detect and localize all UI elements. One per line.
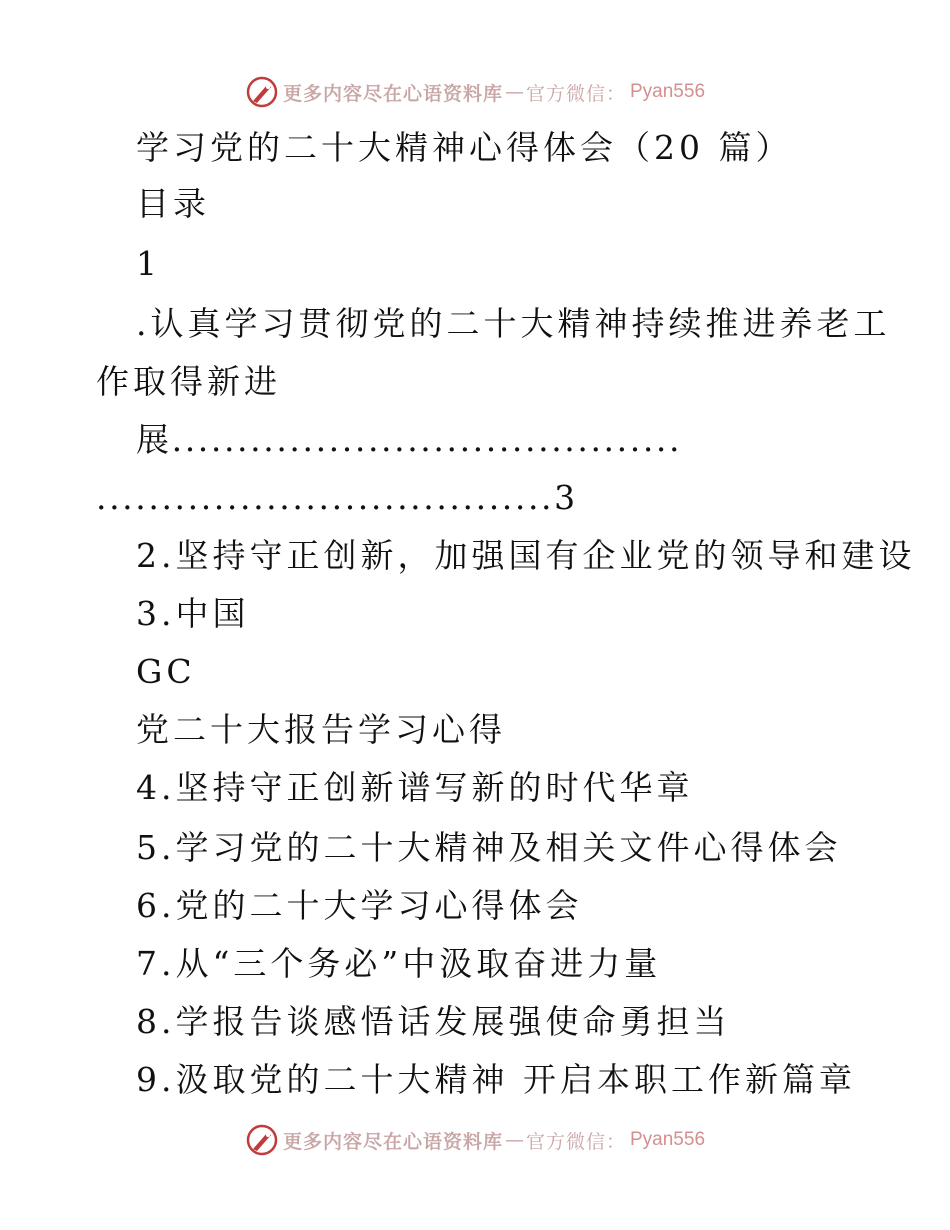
toc-line: GC xyxy=(136,652,196,691)
banner-wechat-label: 官方微信： xyxy=(525,82,626,105)
toc-line: 8.学报告谈感悟话发展强使命勇担当 xyxy=(136,1002,731,1041)
footer-watermark xyxy=(0,1120,950,1160)
toc-line: 6.党的二十大学习心得体会 xyxy=(136,886,583,925)
banner-wechat-label: 官方微信： xyxy=(525,1130,626,1153)
toc-line: 作取得新进 xyxy=(96,362,281,401)
toc-line: 1 xyxy=(136,244,161,283)
toc-line: 5.学习党的二十大精神及相关文件心得体会 xyxy=(136,828,842,867)
toc-line: 4.坚持守正创新谱写新的时代华章 xyxy=(136,768,694,807)
toc-line: ...................................3 xyxy=(96,478,578,517)
toc-line: 7.从“三个务必”中汲取奋进力量 xyxy=(136,944,662,983)
pen-nib-logo-icon xyxy=(245,75,279,109)
toc-heading: 目录 xyxy=(136,184,210,223)
document-title: 学习党的二十大精神心得体会（20 篇） xyxy=(136,128,793,167)
banner-wechat-id: Pyan556 xyxy=(630,1129,706,1150)
toc-line: 展....................................... xyxy=(136,420,683,459)
toc-line: 党二十大报告学习心得 xyxy=(136,710,506,749)
banner-dash: — xyxy=(504,1129,524,1151)
pen-nib-logo-icon xyxy=(245,1123,279,1157)
header-watermark xyxy=(0,72,950,112)
toc-line: 3.中国 xyxy=(136,594,250,633)
toc-line: .认真学习贯彻党的二十大精神持续推进养老工 xyxy=(136,304,891,343)
toc-line: 9.汲取党的二十大精神 开启本职工作新篇章 xyxy=(136,1060,856,1099)
banner-slogan: 更多内容尽在心语资料库 xyxy=(282,82,503,105)
banner-wechat-id: Pyan556 xyxy=(630,81,706,102)
banner-slogan: 更多内容尽在心语资料库 xyxy=(282,1130,503,1153)
banner-dash: — xyxy=(504,81,524,103)
toc-line: 2.坚持守正创新，加强国有企业党的领导和建设 xyxy=(136,536,916,575)
